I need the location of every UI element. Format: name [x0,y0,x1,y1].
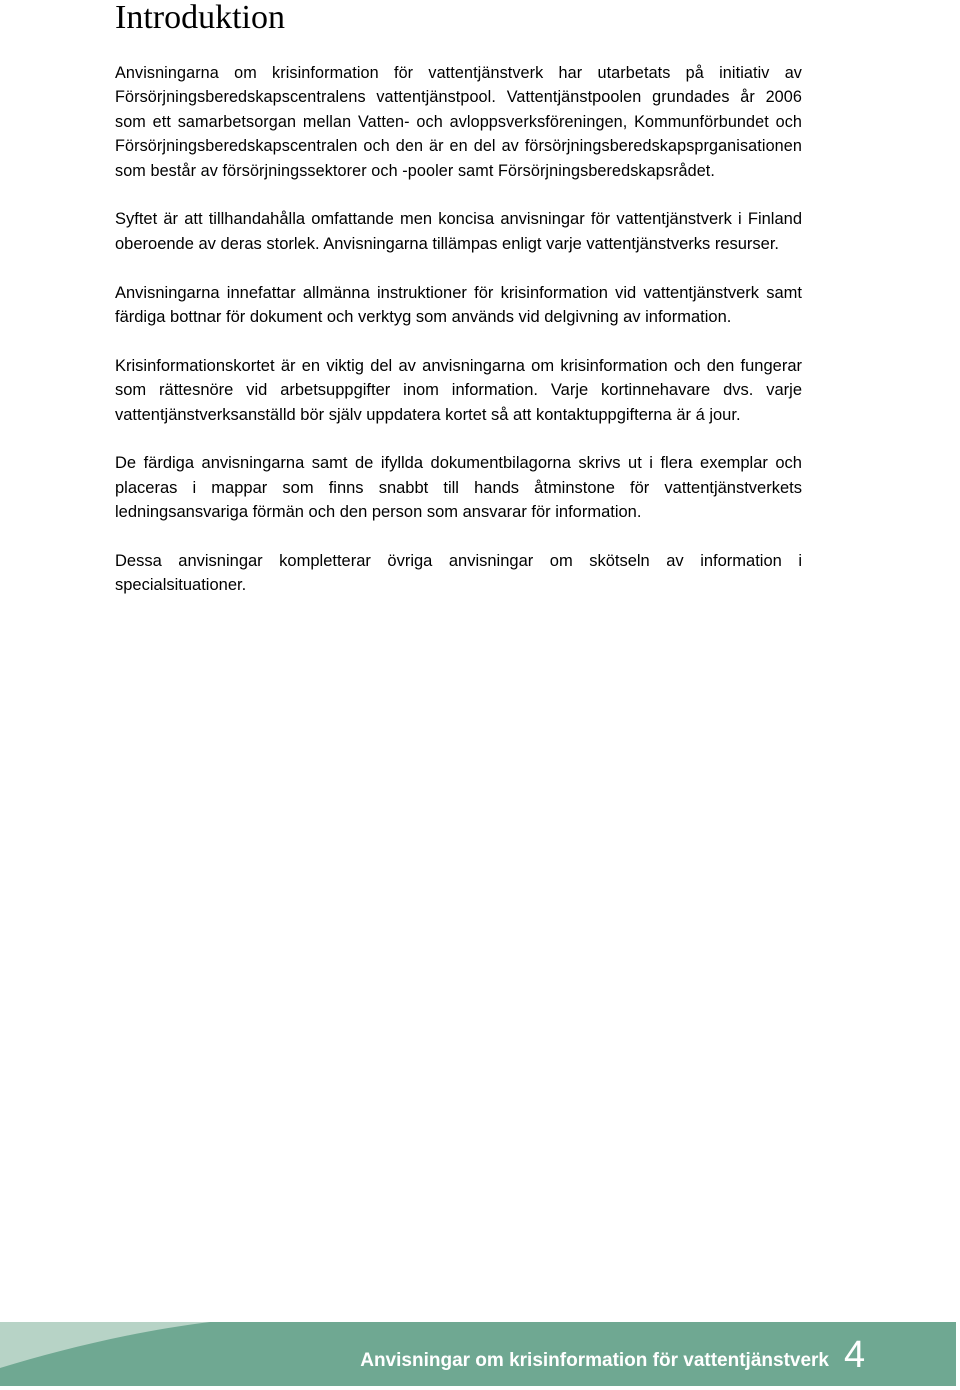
page-number: 4 [844,1334,866,1376]
paragraph-info-card: Krisinformationskortet är en viktig del av anvisningarna om krisinformation och den fungerar som rättesnöre vid arbetsuppgifter inom information. Varje kortinnehavare dvs. varje vattentjänstverksanställd bör själv uppdatera kortet så att kontaktuppgifterna är á jour. [115,356,802,424]
footer-title: Anvisningar om krisinformation för vattentjänstverk [360,1350,829,1371]
paragraph-supplement: Dessa anvisningar kompletterar övriga anvisningar om skötseln av information i specialsituationer. [115,552,802,595]
paragraph-purpose: Syftet är att tillhandahålla omfattande men koncisa anvisningar för vattentjänstverk i Finland oberoende av deras storlek. Anvisningarna tillämpas enligt varje vattentjänstverks resurser. [115,210,802,253]
page-title: Introduktion [115,0,285,36]
paragraph-contents: Anvisningarna innefattar allmänna instruktioner för krisinformation vid vattentjänstverk samt färdiga bottnar för dokument och verktyg som används vid delgivning av information. [115,283,802,327]
page-footer [0,1322,956,1386]
document-body [115,61,802,598]
paragraph-background: Anvisningarna om krisinformation för vattentjänstverk har utarbetats på initiativ av Försörjningsberedskapscentralens vattentjänstpool. Vattentjänstpoolen grundades år 2006 som ett samarbetsorgan mellan Vatten- och avloppsverksföreningen, Kommunförbundet och Försörjningsberedskapscentralen och den är en del av försörjningsberedskapsprganisationen som består av försörjningssektorer och -pooler samt Försörjningsberedskapsrådet. [115,64,802,180]
paragraph-printing: De färdiga anvisningarna samt de ifyllda dokumentbilagorna skrivs ut i flera exemplar och placeras i mappar som finns snabbt till hands åtminstone för vattentjänstverkets ledningsansvariga förmän och den person som ansvarar för information. [115,454,802,522]
